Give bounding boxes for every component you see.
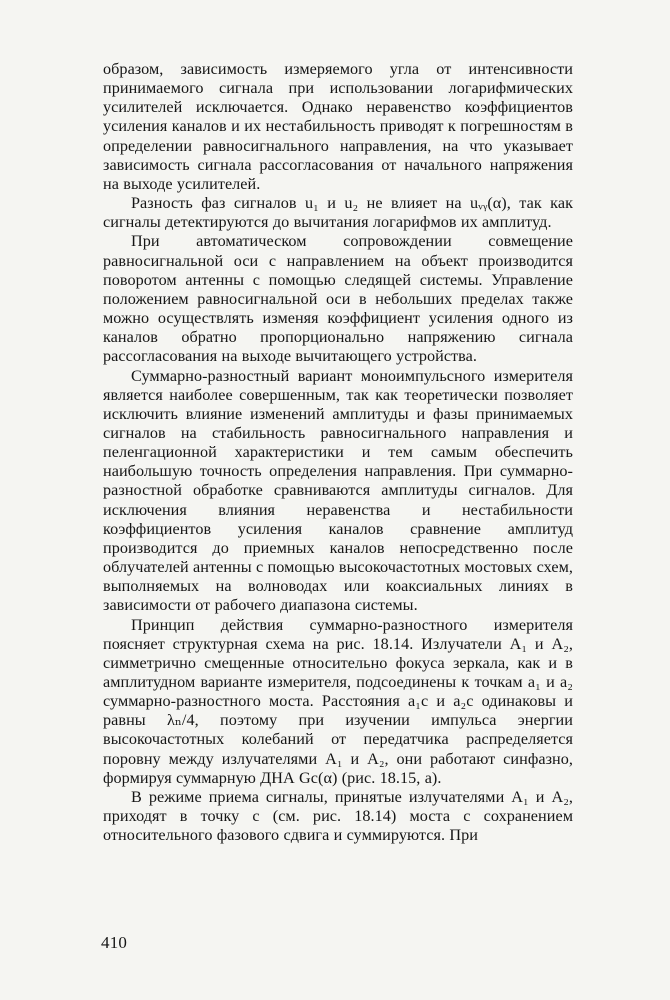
page-number: 410 bbox=[101, 933, 128, 952]
body-text bbox=[103, 60, 573, 845]
paragraph-2: Разность фаз сигналов u₁ и u₂ не влияет на uᵥᵧ(α), так как сигналы детектируются до вычитания логарифмов их амплитуд. bbox=[103, 194, 573, 232]
paragraph-1: образом, зависимость измеряемого угла от интенсивности принимаемого сигнала при использовании логарифмических усилителей исключается. Однако неравенство коэффициентов усиления каналов и их нестабильность приводят к погрешностям в определении равносигнального направления, на что указывает зависимость сигнала рассогласования от начального напряжения на выходе усилителей. bbox=[103, 60, 573, 193]
paragraph-3: При автоматическом сопровождении совмещение равносигнальной оси с направлением на объект производится поворотом антенны с помощью следящей системы. Управление положением равносигнальной оси в небольших пределах также можно осуществлять изменяя коэффициент усиления одного из каналов обратно пропорционально напряжению сигнала рассогласования на выходе вычитающего устройства. bbox=[103, 232, 573, 366]
paragraph-5: Принцип действия суммарно-разностного измерителя поясняет структурная схема на рис. 18.14. Излучатели A₁ и A₂, симметрично смещенные относительно фокуса зеркала, как и в амплитудном варианте измерителя, подсоединены к точкам a₁ и a₂ суммарно-разностного моста. Расстояния a₁c и a₂c одинаковы и равны λₙ/4, поэтому при изучении импульса энергии высокочастотных колебаний от передатчика распределяется поровну между излучателями A₁ и A₂, они работают синфазно, формируя суммарную ДНА Gc(α) (рис. 18.15, a). bbox=[103, 615, 573, 787]
paragraph-4: Суммарно-разностный вариант моноимпульсного измерителя является наиболее совершенным, так как теоретически позволяет исключить влияние изменений амплитуды и фазы принимаемых сигналов на стабильность равносигнального направления и пеленгационной характеристики и тем самым обеспечить наибольшую точность определения направления. При суммарно-разностной обработке сравниваются амплитуды сигналов. Для исключения влияния неравенства и нестабильности коэффициентов усиления каналов сравнение амплитуд производится до приемных каналов непосредственно после облучателей антенны с помощью высокочастотных мостовых схем, выполняемых на волноводах или коаксиальных линиях в зависимости от рабочего диапазона системы. bbox=[103, 366, 573, 615]
paragraph-6: В режиме приема сигналы, принятые излучателями A₁ и A₂, приходят в точку c (см. рис. 18.14) моста с сохранением относительного фазового сдвига и суммируются. При bbox=[103, 787, 573, 845]
